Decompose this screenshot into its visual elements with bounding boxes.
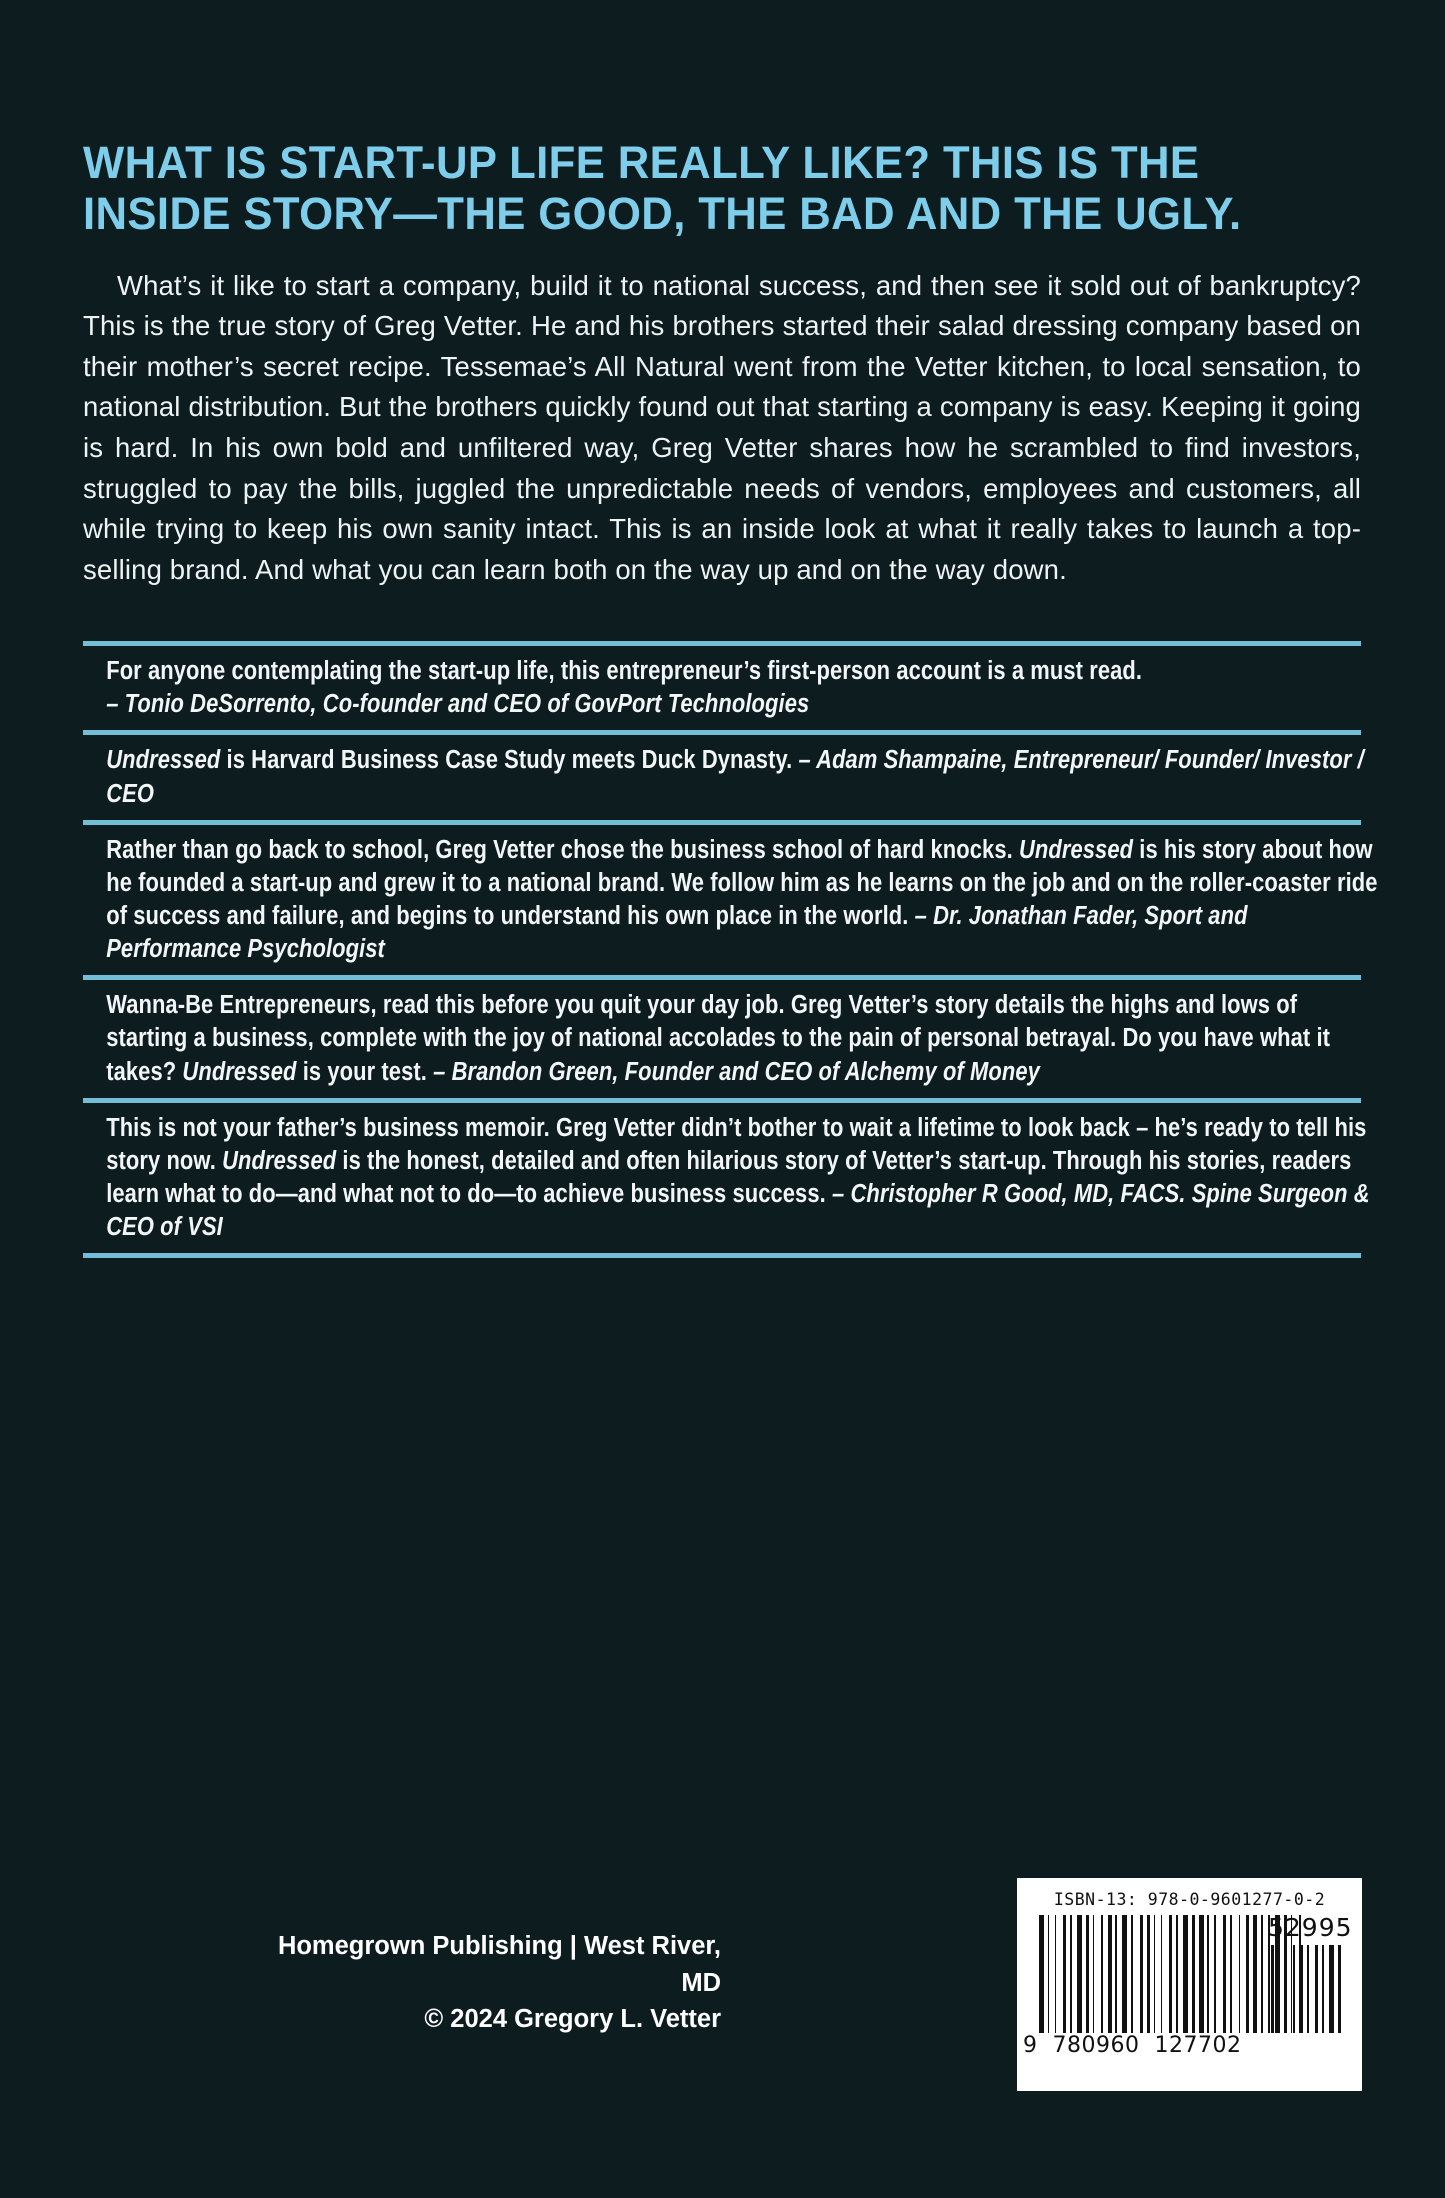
ean5-addon-bars [1271, 1945, 1346, 2033]
isbn-label: ISBN-13: 978-0-9601277-0-2 [1053, 1890, 1326, 1909]
praise-attribution: – Adam Shampaine, Entrepreneur/ Founder/ Investor / CEO [106, 746, 1364, 808]
praise-attribution: – Christopher R Good, MD, FACS. Spine Surgeon & CEO of VSI [106, 1180, 1370, 1242]
page-title: WHAT IS START-UP LIFE REALLY LIKE? THIS IS THE INSIDE STORY—THE GOOD, THE BAD AND THE UGLY. [83, 137, 1242, 239]
price-code-text: 52995 [1268, 1913, 1353, 1942]
praise-attribution: – Dr. Jonathan Fader, Sport and Performance Psychologist [106, 902, 1248, 964]
ean13-bars [1039, 1915, 1261, 2033]
footer [83, 1821, 1362, 2091]
description-text: What’s it like to start a company, build it to national success, and then see it sold out of bankruptcy? This is the true story of Greg Vetter. He and his brothers started their salad dressing company based on their mother’s secret recipe. Tessemae’s All Natural went from the Vetter kitchen, to local sensation, to national distribution. But the brothers quickly found out that starting a company is easy. Keeping it going is hard. In his own bold and unfiltered way, Greg Vetter shares how he scrambled to find investors, struggled to pay the bills, juggled the unpredictable needs of vendors, employees and customers, all while trying to keep his own sanity intact. This is an inside look at what it really takes to launch a top-selling brand. And what you can learn both on the way up and on the way down. [83, 269, 1361, 585]
description-paragraph [83, 266, 1361, 591]
praise-quote [83, 1103, 1379, 1254]
praise-quote [83, 980, 1379, 1097]
praise-quote-text: Rather than go back to school, Greg Vetter chose the business school of hard knocks. Undressed is his story about how he founded a start-up and grew it to a national brand. We follow him as he learns on the job and on the roller-coaster ride of success and failure, and begins to understand his own place in the world. [106, 835, 1378, 931]
praise-quote-text: For anyone contemplating the start-up life, this entrepreneur’s first-person account is a must read. [106, 657, 1143, 686]
praise-quote-text: This is not your father’s business memoir. Greg Vetter didn’t bother to wait a lifetime to look back – he’s ready to tell his story now. Undressed is the honest, detailed and often hilarious story of Vetter’s start-up. Through his stories, readers learn what to do—and what not to do—to achieve business success. [106, 1113, 1367, 1209]
barcode-bars-row [1017, 1915, 1362, 2065]
praise-attribution: – Brandon Green, Founder and CEO of Alchemy of Money [433, 1057, 1040, 1086]
praise-section [83, 641, 1378, 1258]
praise-quote [83, 646, 1379, 730]
ean13-digits: 9 780960 127702 [1023, 2033, 1242, 2058]
praise-quote [83, 825, 1379, 976]
praise-quote [83, 735, 1379, 819]
praise-quote-text: Undressed is Harvard Business Case Study meets Duck Dynasty. [106, 746, 793, 775]
publisher-line: Homegrown Publishing | West River, MD [277, 1932, 721, 1997]
isbn-barcode [1017, 1878, 1362, 2091]
praise-attribution: – Tonio DeSorrento, Co-founder and CEO of GovPort Technologies [106, 690, 810, 719]
divider-rule [83, 1253, 1361, 1258]
praise-quote-text: Wanna-Be Entrepreneurs, read this before you quit your day job. Greg Vetter’s story details the highs and lows of starting a business, complete with the joy of national accolades to the pain of personal betrayal. Do you have what it takes? Undressed is your test. [106, 991, 1331, 1086]
copyright-line: © 2024 Gregory L. Vetter [424, 2004, 721, 2033]
imprint-block [251, 1928, 721, 2037]
